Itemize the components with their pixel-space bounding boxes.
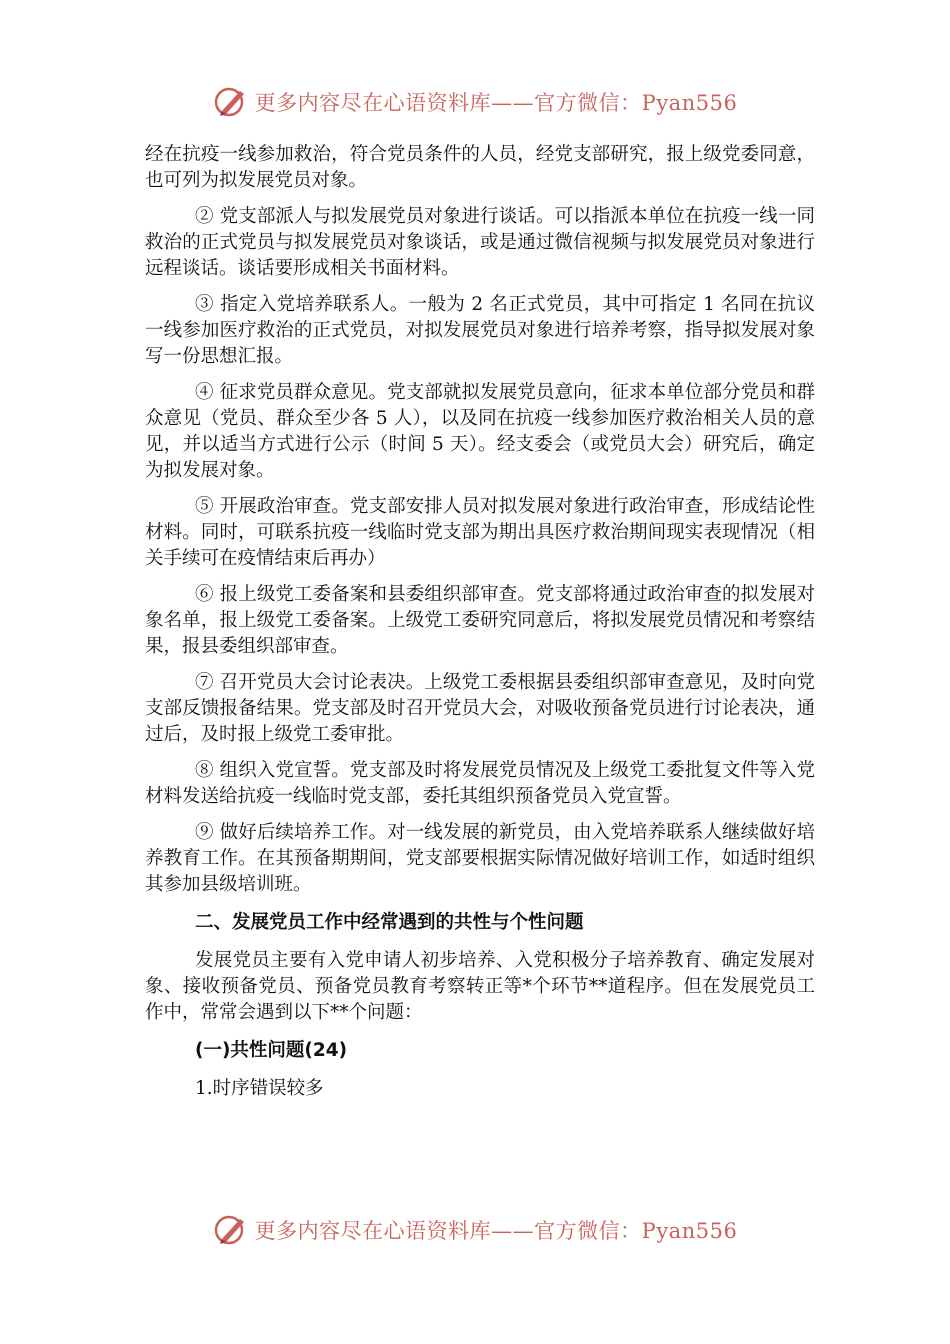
list-item: 1.时序错误较多	[195, 1078, 324, 1099]
paragraph: 经在抗疫一线参加救治，符合党员条件的人员，经党支部研究，报上级党委同意，也可列为拟发展党员对象。	[145, 144, 815, 191]
paragraph: ⑨ 做好后续培养工作。对一线发展的新党员，由入党培养联系人继续做好培养教育工作。在其预备期期间，党支部要根据实际情况做好培训工作，如适时组织其参加县级培训班。	[145, 822, 815, 895]
paragraph: ④ 征求党员群众意见。党支部就拟发展党员意向，征求本单位部分党员和群众意见（党员、群众至少各 5 人），以及同在抗疫一线参加医疗救治相关人员的意见，并以适当方式进行公示（时间 5 天）。经支委会（或党员大会）研究后，确定为拟发展对象。	[145, 382, 815, 481]
section-heading: 二、发展党员工作中经常遇到的共性与个性问题	[195, 912, 584, 933]
pen-circle-logo-icon	[213, 1213, 249, 1247]
paragraph: ⑤ 开展政治审查。党支部安排人员对拟发展对象进行政治审查，形成结论性材料。同时，可联系抗疫一线临时党支部为期出具医疗救治期间现实表现情况（相关手续可在疫情结束后再办）	[145, 496, 815, 569]
section-paragraph: 发展党员主要有入党申请人初步培养、入党积极分子培养教育、确定发展对象、接收预备党员、预备党员教育考察转正等*个环节**道程序。但在发展党员工作中，常常会遇到以下**个问题：	[145, 950, 815, 1023]
banner-text: 更多内容尽在心语资料库——官方微信：Pyan556	[254, 1219, 738, 1243]
subheading: (一)共性问题(24)	[195, 1040, 348, 1061]
paragraph: ⑧ 组织入党宣誓。党支部及时将发展党员情况及上级党工委批复文件等入党材料发送给抗疫一线临时党支部，委托其组织预备党员入党宣誓。	[145, 760, 815, 807]
pen-circle-logo-icon	[213, 85, 249, 119]
footer-banner	[0, 1210, 950, 1250]
paragraph: ② 党支部派人与拟发展党员对象进行谈话。可以指派本单位在抗疫一线一同救治的正式党员与拟发展党员对象谈话，或是通过微信视频与拟发展党员对象进行远程谈话。谈话要形成相关书面材料。	[145, 206, 815, 279]
paragraph: ③ 指定入党培养联系人。一般为 2 名正式党员，其中可指定 1 名同在抗议一线参加医疗救治的正式党员，对拟发展党员对象进行培养考察，指导拟发展对象写一份思想汇报。	[145, 294, 815, 367]
document-body	[145, 142, 815, 1102]
header-banner	[0, 82, 950, 122]
paragraph: ⑥ 报上级党工委备案和县委组织部审查。党支部将通过政治审查的拟发展对象名单，报上级党工委备案。上级党工委研究同意后，将拟发展党员情况和考察结果，报县委组织部审查。	[145, 584, 815, 657]
banner-text: 更多内容尽在心语资料库——官方微信：Pyan556	[254, 91, 738, 115]
paragraph: ⑦ 召开党员大会讨论表决。上级党工委根据县委组织部审查意见，及时向党支部反馈报备结果。党支部及时召开党员大会，对吸收预备党员进行讨论表决，通过后，及时报上级党工委审批。	[145, 672, 815, 745]
